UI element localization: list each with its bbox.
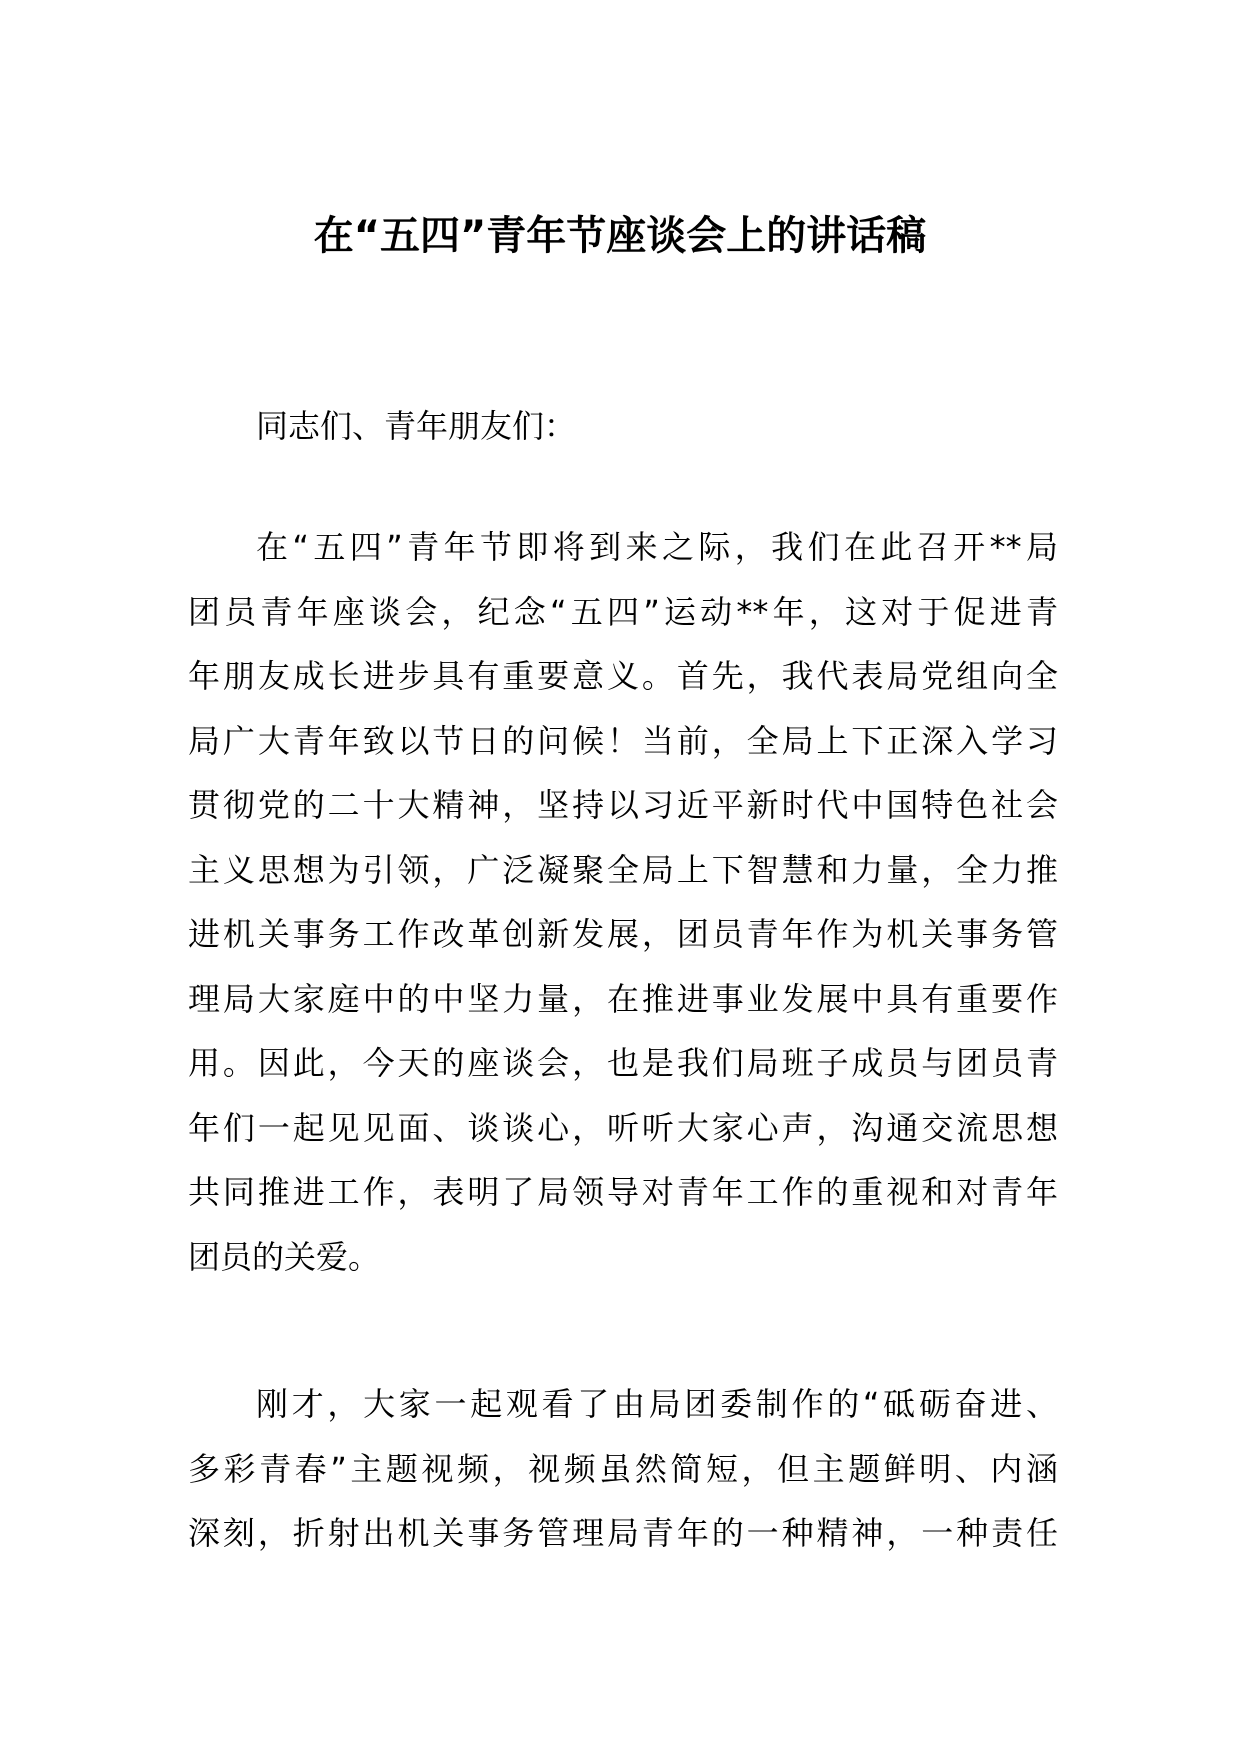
paragraph-opening [188,515,1058,1289]
paragraph-line: 贯彻党的二十大精神，坚持以习近平新时代中国特色社会 [188,786,1058,824]
paragraph-line: 刚才，大家一起观看了由局团委制作的“砥砺奋进、 [256,1385,1058,1423]
paragraph-line: 年朋友成长进步具有重要意义。首先，我代表局党组向全 [188,657,1058,695]
paragraph-line: 在“五四”青年节即将到来之际，我们在此召开**局 [256,528,1058,566]
document-title: 在“五四”青年节座谈会上的讲话稿 [313,213,927,259]
paragraph-line: 多彩青春”主题视频，视频虽然简短，但主题鲜明、内涵 [188,1449,1058,1488]
paragraph-line: 局广大青年致以节日的问候！当前，全局上下正深入学习 [188,721,1058,760]
salutation: 同志们、青年朋友们： [256,407,577,445]
paragraph-line: 共同推进工作，表明了局领导对青年工作的重视和对青年 [188,1173,1058,1211]
paragraph-line: 深刻，折射出机关事务管理局青年的一种精神，一种责任 [188,1514,1058,1552]
paragraph-line: 年们一起见见面、谈谈心，听听大家心声，沟通交流思想 [188,1108,1058,1147]
paragraph-line: 主义思想为引领，广泛凝聚全局上下智慧和力量，全力推 [188,850,1058,889]
paragraph-line: 理局大家庭中的中坚力量，在推进事业发展中具有重要作 [188,979,1058,1018]
paragraph-line: 团员的关爱。 [188,1237,381,1276]
paragraph-line: 用。因此，今天的座谈会，也是我们局班子成员与团员青 [188,1044,1058,1082]
paragraph-line: 团员青年座谈会，纪念“五四”运动**年，这对于促进青 [188,592,1058,631]
paragraph-line: 进机关事务工作改革创新发展，团员青年作为机关事务管 [188,915,1058,953]
paragraph-video [188,1372,1058,1566]
